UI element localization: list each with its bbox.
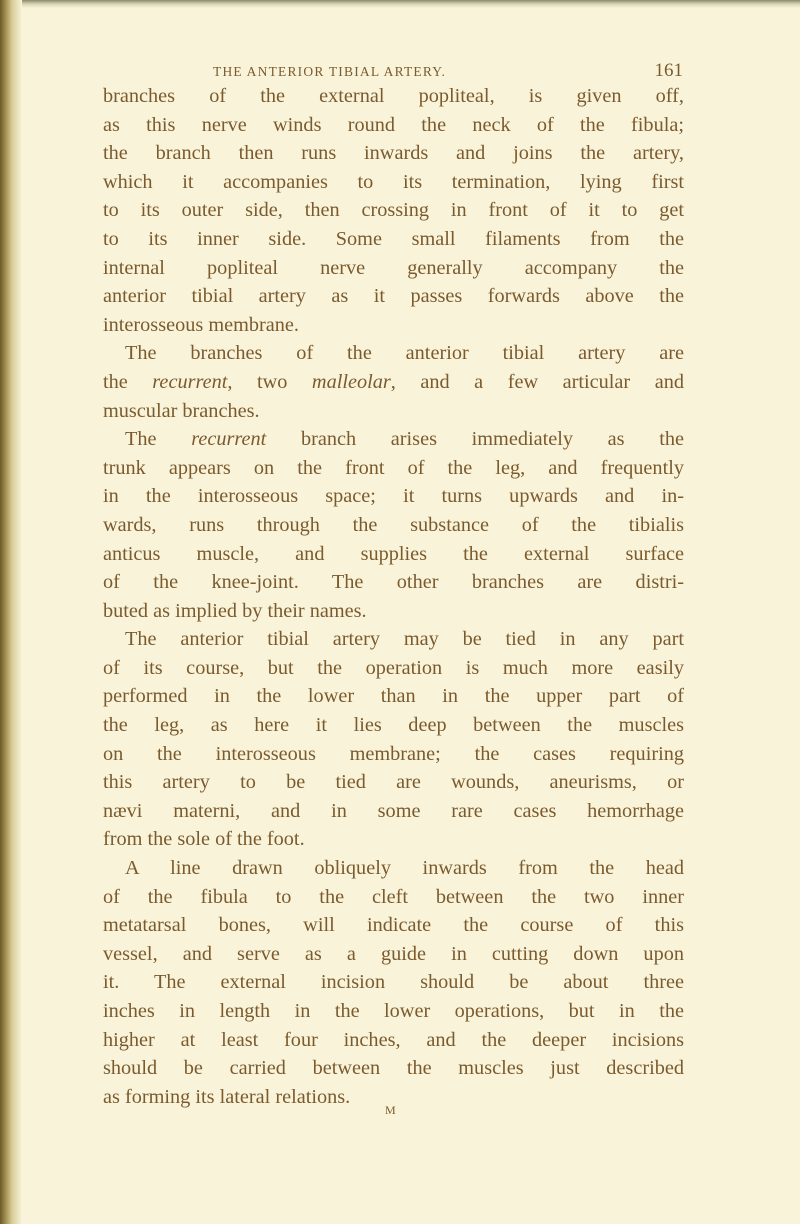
text-segment: The [125, 428, 192, 451]
text-line: of the fibula to the cleft between the two inner [103, 885, 684, 908]
paragraph [103, 854, 684, 1111]
text-line: interosseous membrane. [103, 313, 299, 336]
text-line: of its course, but the operation is much more easily [103, 656, 684, 679]
text-line: muscular branches. [103, 399, 260, 422]
text-line: higher at least four inches, and the deeper incisions [103, 1028, 684, 1051]
italic-term: malleolar [311, 370, 391, 393]
body-text [103, 82, 684, 1111]
text-line: vessel, and serve as a guide in cutting down upon [103, 942, 684, 965]
text-line: branches of the external popliteal, is given off, [103, 85, 684, 107]
text-line: anterior tibial artery as it passes forwards above the [103, 285, 684, 308]
text-line: to its inner side. Some small filaments from the [103, 227, 684, 250]
text-line: as this nerve winds round the neck of the fibula; [103, 113, 684, 136]
text-line: internal popliteal nerve generally accompany the [103, 256, 684, 279]
paragraph [103, 339, 684, 425]
page-number: 161 [654, 60, 683, 81]
text-line: from the sole of the foot. [103, 828, 305, 851]
text-line: the leg, as here it lies deep between the muscles [103, 714, 684, 737]
text-line: A line drawn obliquely inwards from the head [125, 857, 684, 880]
text-line: The branches of the anterior tibial artery are [125, 342, 684, 365]
text-line: should be carried between the muscles just described [103, 1057, 684, 1080]
text-segment: the [103, 370, 153, 393]
text-line: to its outer side, then crossing in front of it to get [103, 199, 684, 222]
text-line: it. The external incision should be about three [103, 971, 684, 994]
page-header [103, 60, 683, 84]
text-line: metatarsal bones, will indicate the course of this [103, 914, 684, 937]
text-line: on the interosseous membrane; the cases requiring [103, 742, 684, 765]
text-line: of the knee-joint. The other branches are distri- [103, 571, 684, 594]
text-line: the branch then runs inwards and joins the artery, [103, 142, 684, 165]
text-line: this artery to be tied are wounds, aneurisms, or [103, 771, 684, 794]
text-line: The anterior tibial artery may be tied in any part [125, 628, 684, 651]
text-line: performed in the lower than in the upper part of [103, 685, 684, 708]
text-line: nævi materni, and in some rare cases hemorrhage [103, 799, 684, 822]
text-line [103, 425, 684, 454]
text-segment: , and a few articular and [390, 370, 684, 393]
book-binding-edge [0, 0, 22, 1224]
text-segment: branch arises immediately as the [266, 428, 684, 451]
paragraph [103, 425, 684, 625]
text-segment: , two [227, 370, 312, 393]
text-line: which it accompanies to its termination, lying first [103, 170, 684, 193]
signature-mark: M [385, 1103, 396, 1117]
page-top-edge [0, 0, 800, 8]
text-line: wards, runs through the substance of the tibialis [103, 513, 684, 536]
paragraph [103, 82, 684, 339]
running-title: THE ANTERIOR TIBIAL ARTERY. [213, 64, 447, 79]
text-line: as forming its lateral relations. [103, 1085, 351, 1108]
italic-term: recurrent [152, 370, 228, 393]
text-line: buted as implied by their names. [103, 599, 367, 622]
paragraph [103, 625, 684, 854]
text-line: trunk appears on the front of the leg, and frequently [103, 456, 684, 479]
text-line: in the interosseous space; it turns upwards and in- [103, 485, 684, 508]
italic-term: recurrent [191, 428, 267, 451]
text-line: inches in length in the lower operations, but in the [103, 1000, 684, 1022]
text-line: anticus muscle, and supplies the external surface [103, 542, 684, 565]
text-line [103, 368, 684, 397]
